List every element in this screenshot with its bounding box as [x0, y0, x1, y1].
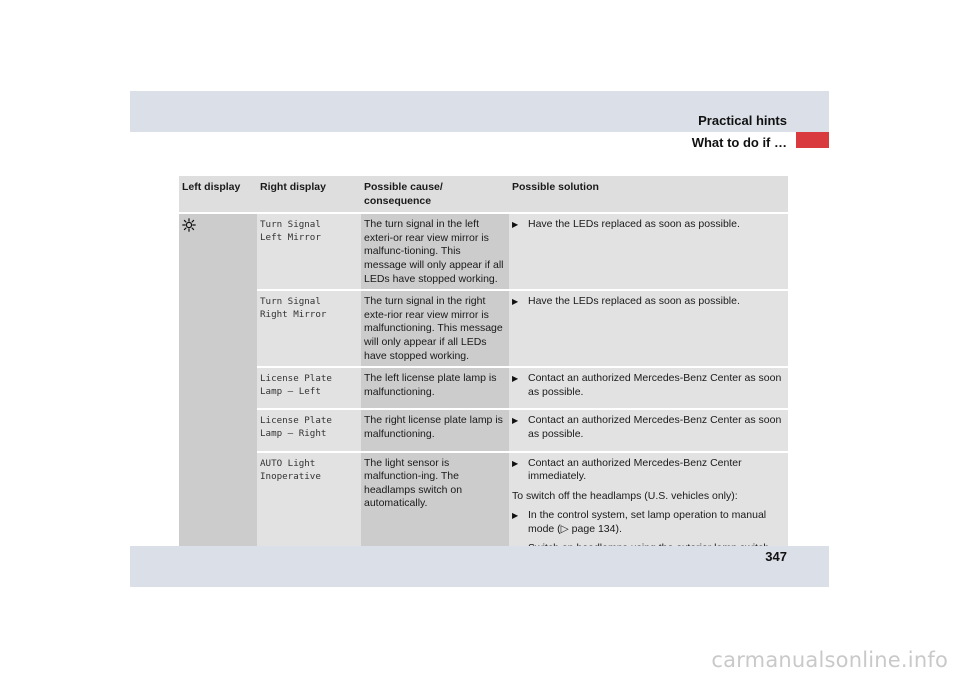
solution-cell — [509, 213, 788, 290]
bullet-arrow-icon: ▶ — [512, 220, 519, 230]
solution-step — [512, 218, 785, 232]
section-title: Practical hints — [698, 113, 787, 128]
right-display-line: Right Mirror — [260, 309, 327, 321]
bullet-arrow-icon: ▶ — [512, 511, 519, 521]
cause-cell: The left license plate lamp is malfunctioning. — [361, 367, 509, 409]
watermark: carmanualsonline.info — [711, 648, 948, 672]
solution-cell — [509, 452, 788, 562]
bullet-arrow-icon: ▶ — [512, 297, 519, 307]
solution-step — [512, 372, 785, 399]
page-number: 347 — [765, 549, 787, 564]
bullet-arrow-icon: ▶ — [512, 458, 519, 468]
right-display-cell — [257, 367, 361, 409]
section-tab-marker — [796, 132, 829, 148]
header-left-display: Left display — [179, 176, 257, 213]
right-display-line: Inoperative — [260, 470, 321, 482]
footer-band — [130, 546, 829, 587]
solution-step — [512, 295, 785, 309]
solution-note: To switch off the headlamps (U.S. vehicles only): — [512, 489, 738, 502]
solution-text: Have the LEDs replaced as soon as possible. — [528, 295, 740, 308]
header-right-display: Right display — [257, 176, 361, 213]
cause-cell: The turn signal in the left exteri-or rear view mirror is malfunc-tioning. This message will only appear if all LEDs have stopped working. — [361, 213, 509, 290]
right-display-line: Lamp – Right — [260, 428, 327, 440]
table-body — [179, 213, 788, 561]
table-row — [179, 213, 788, 290]
right-display-line: Lamp – Left — [260, 386, 321, 398]
solution-step — [512, 414, 785, 441]
table-row — [179, 409, 788, 451]
right-display-cell — [257, 452, 361, 562]
solution-cell — [509, 409, 788, 451]
left-display-cell — [179, 213, 257, 561]
cause-cell: The turn signal in the right exte-rior rear view mirror is malfunctioning. This message will only appear if all LEDs have stopped working. — [361, 290, 509, 367]
solution-text: Contact an authorized Mercedes-Benz Center as soon as possible. — [528, 414, 782, 440]
solution-text: In the control system, set lamp operation to manual mode (▷ page 134). — [528, 509, 767, 535]
solution-step — [512, 509, 785, 536]
solution-cell — [509, 367, 788, 409]
right-display-cell — [257, 213, 361, 290]
right-display-line: Turn Signal — [260, 296, 321, 308]
right-display-line: Left Mirror — [260, 232, 321, 244]
right-display-line: AUTO Light — [260, 457, 316, 469]
table-row — [179, 452, 788, 562]
solution-text: Contact an authorized Mercedes-Benz Center as soon as possible. — [528, 372, 782, 398]
header-possible-cause: Possible cause/ consequence — [361, 176, 509, 213]
solution-text: Contact an authorized Mercedes-Benz Center immediately. — [528, 456, 742, 483]
right-display-cell — [257, 290, 361, 367]
bullet-arrow-icon: ▶ — [512, 374, 519, 384]
table-header-row — [179, 176, 788, 213]
right-display-line: Turn Signal — [260, 219, 321, 231]
exterior-lamp-icon — [182, 218, 196, 232]
solution-text: Have the LEDs replaced as soon as possible. — [528, 218, 740, 231]
subsection-title: What to do if … — [691, 135, 787, 150]
solution-step — [512, 457, 785, 484]
message-table — [179, 176, 788, 561]
cause-cell: The light sensor is malfunction-ing. The headlamps switch on automatically. — [361, 452, 509, 562]
header-possible-solution: Possible solution — [509, 176, 788, 213]
cause-cell: The right license plate lamp is malfunctioning. — [361, 409, 509, 451]
table-row — [179, 290, 788, 367]
solution-cell — [509, 290, 788, 367]
bullet-arrow-icon: ▶ — [512, 416, 519, 426]
right-display-cell — [257, 409, 361, 451]
right-display-line: License Plate — [260, 415, 332, 427]
right-display-line: License Plate — [260, 373, 332, 385]
table-row — [179, 367, 788, 409]
